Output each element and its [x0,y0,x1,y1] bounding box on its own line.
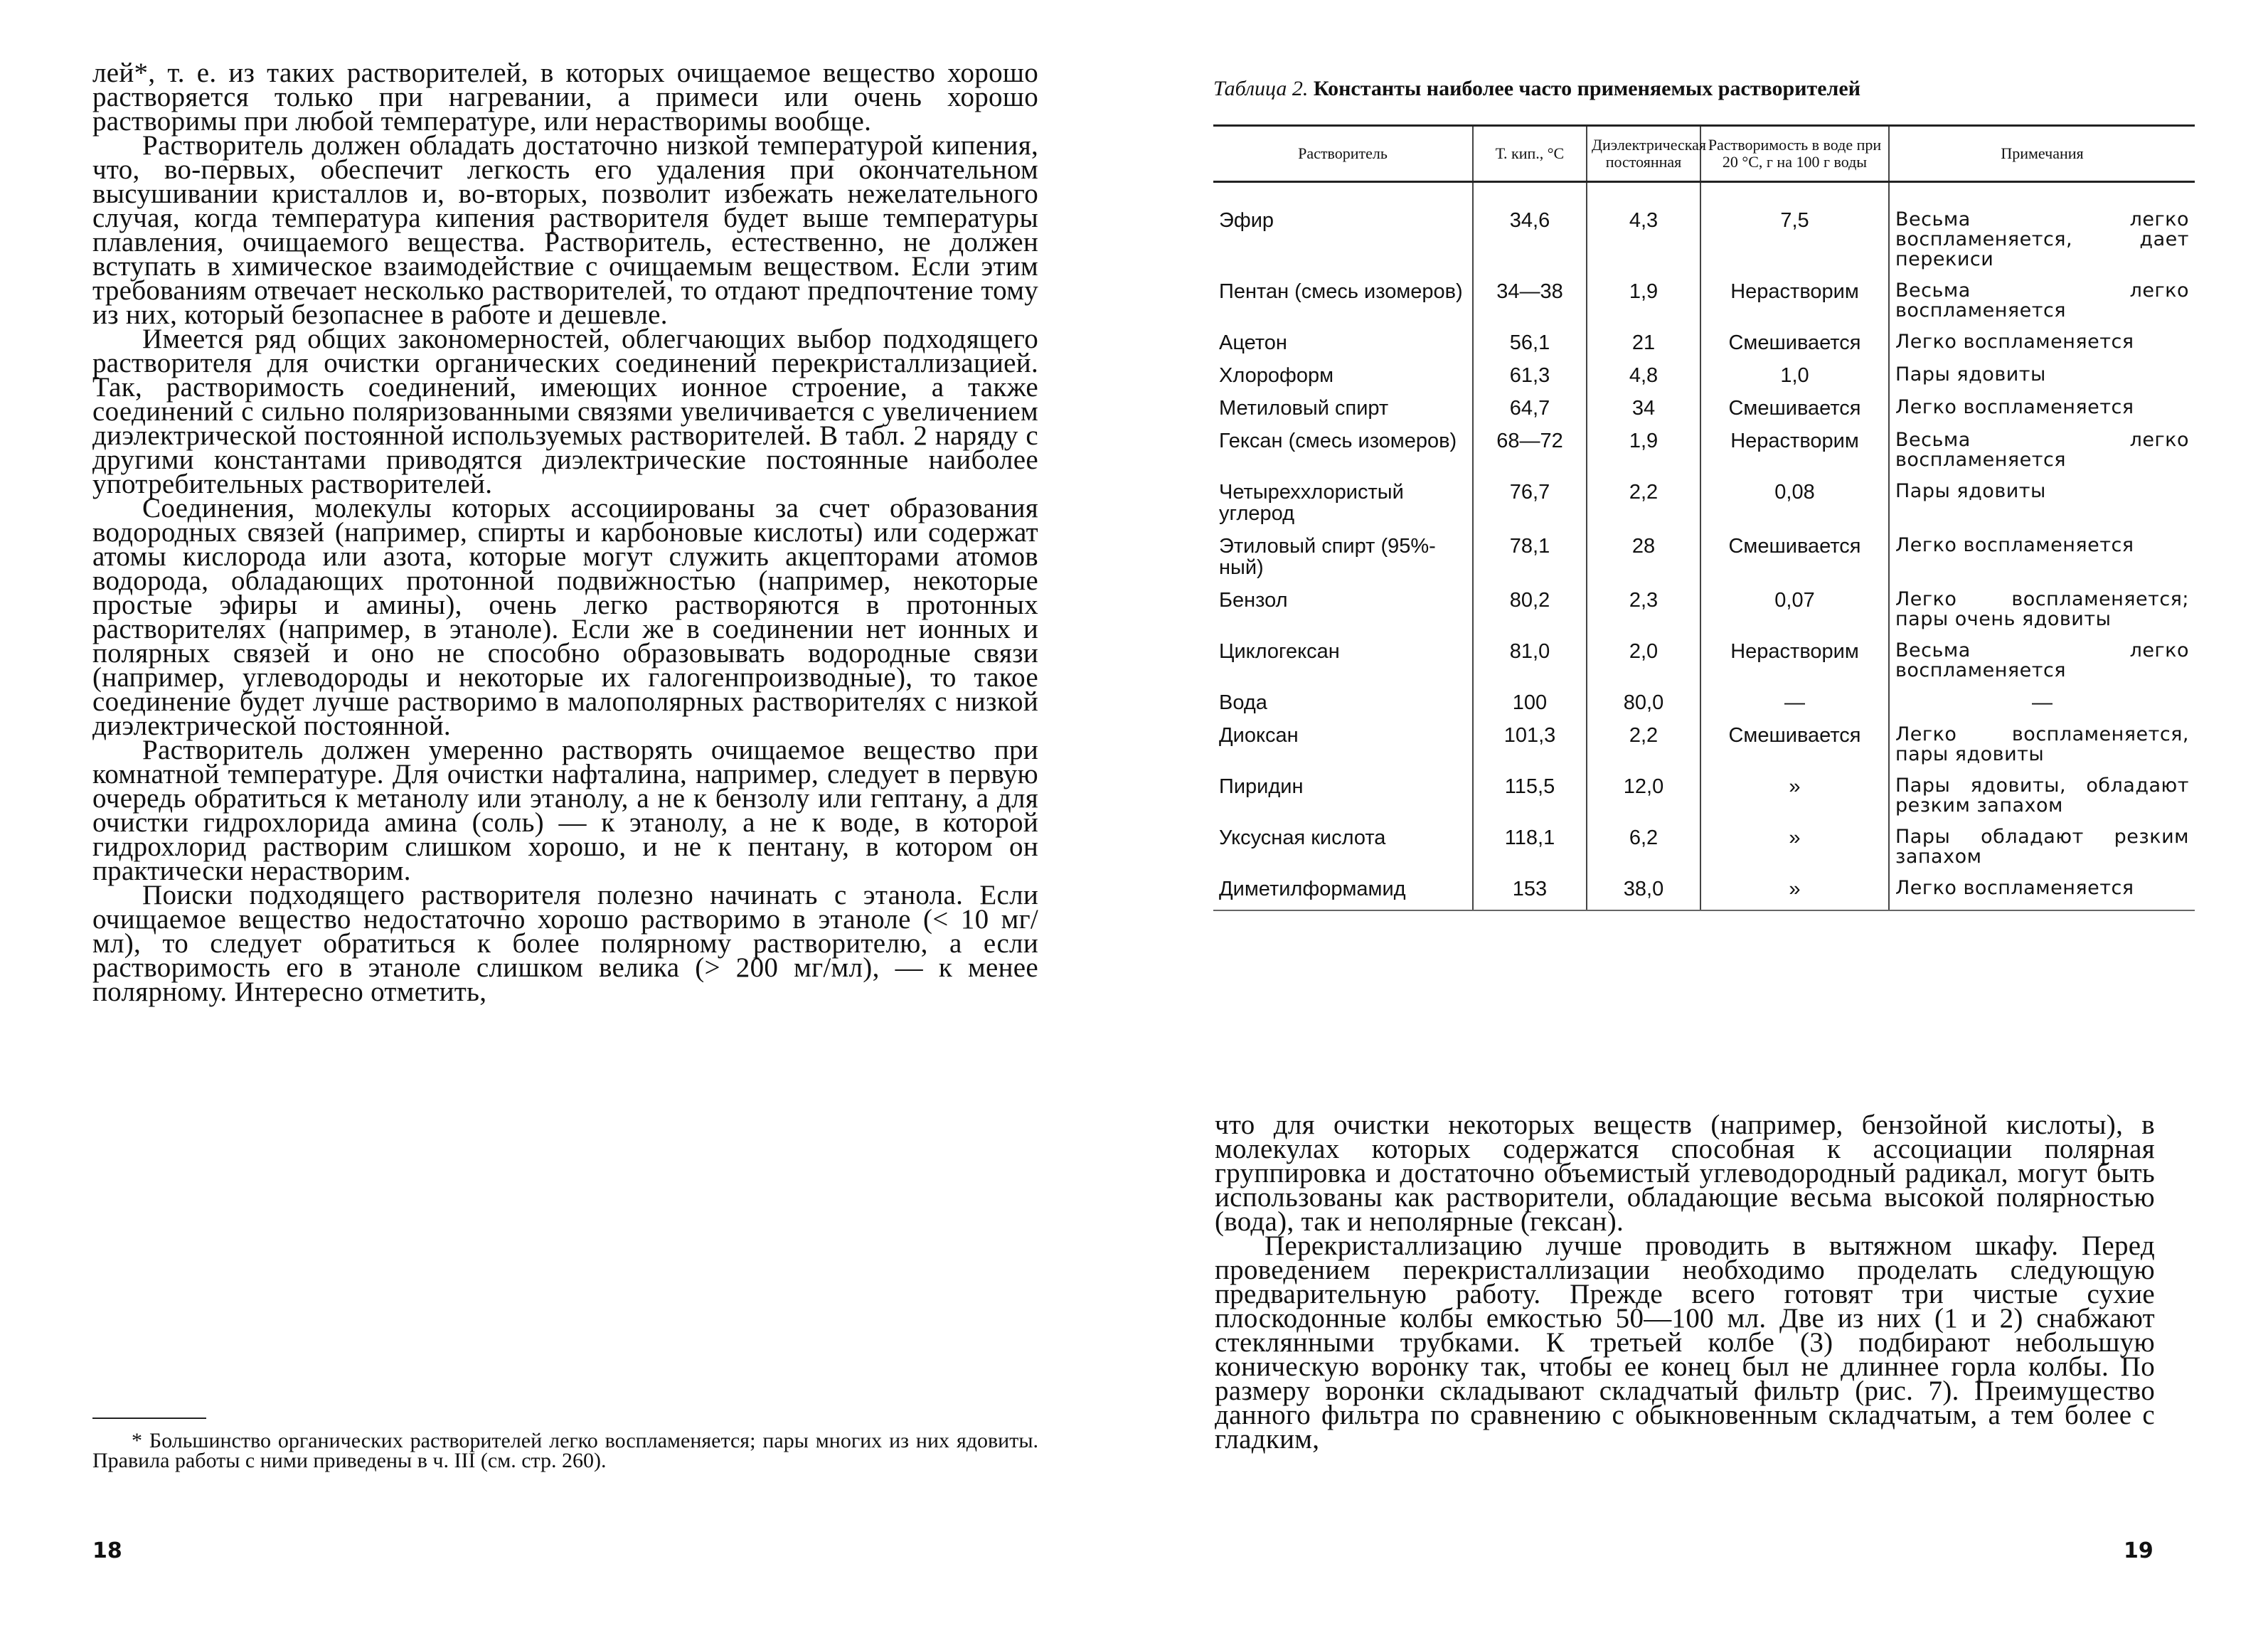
cell-solvent: Эфир [1219,209,1274,232]
cell-note: Пары ядовиты, обладают резким запахом [1889,775,2195,826]
cell-bp: 115,5 [1473,775,1587,826]
header-solubility: Растворимость в воде при 20 °С, г на 100 г воды [1700,126,1889,182]
cell-solvent: Пентан (смесь изомеров) [1219,280,1463,303]
cell-dielectric: 80,0 [1587,691,1700,723]
header-notes: Примечания [1889,126,2195,182]
cell-solubility: Нерастворим [1700,280,1889,331]
cell-solubility: 0,07 [1700,588,1889,639]
cell-solvent: Циклогексан [1219,640,1340,663]
cell-bp: 61,3 [1473,363,1587,396]
cell-note: Легко воспламеняется [1889,331,2195,363]
cell-bp: 78,1 [1473,534,1587,588]
cell-solubility: 1,0 [1700,363,1889,396]
table-row [1213,588,2195,639]
table-row [1213,691,2195,723]
cell-dielectric: 2,0 [1587,639,1700,691]
cell-dielectric: 1,9 [1587,280,1700,331]
cell-dielectric: 38,0 [1587,877,1700,910]
cell-solubility: » [1700,775,1889,826]
cell-dielectric: 21 [1587,331,1700,363]
table-row [1213,723,2195,775]
page-number-right: 19 [2124,1538,2153,1563]
paragraph: Перекристаллизацию лучше проводить в вытяжном шкафу. Перед проведением перекристаллизации необходимо проделать следующую предварительную работу. Прежде всего готовят три чистые сухие плоскодонные колбы емкостью 50—100 мл. Две из них (1 и 2) снабжают стеклянными трубками. К третьей колбе (3) подбирают небольшую коническую воронку так, чтобы ее конец был не длиннее горла колбы. По размеру воронки складывают складчатый фильтр (рис. 7). Преимущество данного фильтра по сравнению с обыкновенным складчатым, а тем более с гладким, [1215,1230,2155,1454]
cell-solubility: Нерастворим [1700,429,1889,480]
cell-solubility: Нерастворим [1700,639,1889,691]
table-row [1213,534,2195,588]
cell-solvent: Метиловый спирт [1219,397,1389,420]
cell-solvent: Диметилформамид [1213,877,1473,910]
cell-solubility: » [1700,877,1889,910]
footnote: * Большинство органических растворителей легко воспламеняется; пары многих из них ядовиты. Правила работы с ними приведены в ч. III (см. стр. 260). [92,1429,1038,1472]
table-caption [1213,77,2195,101]
cell-bp: 56,1 [1473,331,1587,363]
paragraph: Соединения, молекулы которых ассоциированы за счет образования водородных связей (например, спирты и карбоновые кислоты) или содержат атомы кислорода или азота, которые могут служить акцепторами атомов водорода, обладающих протонной подвижностью (например, некоторые простые эфиры и амины), очень легко растворяются в протонных растворителях (например, в этаноле). Если же в соединении нет ионных и полярных связей и оно не способно образовывать водородные связи (например, углеводороды и некоторые их галогенпроизводные), то такое соединение будет лучше растворимо в малополярных растворителях с низкой диэлектрической постоянной. [92,493,1038,741]
cell-bp: 101,3 [1473,723,1587,775]
header-dielectric: Диэлектрическая постоянная [1587,126,1700,182]
cell-solvent: Ацетон [1219,331,1287,354]
cell-solubility: Смешивается [1700,723,1889,775]
cell-bp: 34—38 [1473,280,1587,331]
header-solvent: Растворитель [1213,126,1473,182]
cell-note: Весьма легко воспламеняется [1889,429,2195,480]
cell-note: Пары ядовиты [1889,363,2195,396]
table-row [1213,877,2195,910]
cell-bp: 64,7 [1473,396,1587,429]
cell-note: Весьма легко воспламеняется [1889,280,2195,331]
table-header-row [1213,126,2195,182]
cell-dielectric: 34 [1587,396,1700,429]
table-label: Таблица 2. [1213,77,1309,100]
cell-solubility: » [1700,826,1889,877]
table-row [1213,363,2195,396]
table-row [1213,280,2195,331]
paragraph: лей*, т. е. из таких растворителей, в которых очищаемое вещество хорошо растворяется только при нагревании, а примеси или очень хорошо растворимы при любой температуре, или нерастворимы вообще. [92,58,1038,137]
cell-note: Легко воспламеняется, пары ядовиты [1889,723,2195,775]
table-row [1213,208,2195,280]
right-page-body [1215,1110,2155,1454]
cell-note: Пары ядовиты [1889,480,2195,534]
cell-solubility: Смешивается [1700,396,1889,429]
page-number-left: 18 [92,1538,122,1563]
cell-dielectric: 1,9 [1587,429,1700,480]
cell-bp: 118,1 [1473,826,1587,877]
table-row [1213,429,2195,480]
cell-solubility: Смешивается [1700,534,1889,588]
table-row [1213,396,2195,429]
cell-bp: 68—72 [1473,429,1587,480]
cell-solubility: — [1700,691,1889,723]
cell-note: — [1889,691,2195,723]
cell-note: Весьма легко воспламеняется, дает перекиси [1889,208,2195,280]
solvent-constants-table [1213,124,2195,911]
cell-solvent: Пиридин [1219,775,1304,798]
cell-dielectric: 4,8 [1587,363,1700,396]
cell-solvent: Бензол [1219,589,1288,612]
header-boiling-point: Т. кип., °С [1473,126,1587,182]
table-spacer [1213,182,2195,209]
table-row [1213,480,2195,534]
cell-dielectric: 28 [1587,534,1700,588]
paragraph: что для очистки некоторых веществ (например, бензойной кислоты), в молекулах которых содержатся способная к ассоциации полярная группировка и достаточно объемистый углеводородный радикал, могут быть использованы как растворители, обладающие весьма высокой полярностью (вода), так и неполярные (гексан). [1215,1110,2155,1237]
paragraph: Имеется ряд общих закономерностей, облегчающих выбор подходящего растворителя для очистки органических соединений перекристаллизацией. Так, растворимость соединений, имеющих ионное строение, а также соединений с сильно поляризованными связями увеличивается с увеличением диэлектрической постоянной используемых растворителей. В табл. 2 наряду с другими константами приводятся диэлектрические постоянные наиболее употребительных растворителей. [92,324,1038,499]
cell-solvent: Хлороформ [1219,364,1334,387]
cell-dielectric: 12,0 [1587,775,1700,826]
table-row [1213,331,2195,363]
cell-solubility: Смешивается [1700,331,1889,363]
table-title: Константы наиболее часто применяемых растворителей [1313,77,1860,100]
table-row [1213,775,2195,826]
cell-bp: 100 [1473,691,1587,723]
cell-bp: 34,6 [1473,208,1587,280]
right-page [1134,0,2268,1638]
cell-dielectric: 6,2 [1587,826,1700,877]
cell-note: Легко воспламеняется [1889,396,2195,429]
paragraph: Растворитель должен обладать достаточно низкой температурой кипения, что, во-первых, обеспечит легкость его удаления при окончательном высушивании кристаллов и, во-вторых, позволит избежать нежелательного случая, когда температура кипения растворителя будет выше температуры плавления, очищаемого вещества. Растворитель, естественно, не должен вступать в химическое взаимодействие с очищаемым веществом. Если этим требованиям отвечает несколько растворителей, то отдают предпочтение тому из них, который безопаснее в работе и дешевле. [92,130,1038,330]
cell-note: Легко воспламеняется; пары очень ядовиты [1889,588,2195,639]
footnote-divider [92,1418,206,1419]
left-page-body [92,58,1038,1007]
cell-note: Легко воспламеняется [1889,534,2195,588]
cell-note: Легко воспламеняется [1889,877,2195,910]
cell-note: Весьма легко воспламеняется [1889,639,2195,691]
cell-bp: 76,7 [1473,480,1587,534]
cell-solvent: Диоксан [1219,724,1299,747]
cell-solubility: 7,5 [1700,208,1889,280]
cell-dielectric: 4,3 [1587,208,1700,280]
cell-bp: 80,2 [1473,588,1587,639]
paragraph: Растворитель должен умеренно растворять очищаемое вещество при комнатной температуре. Для очистки нафталина, например, следует в первую очередь обратиться к метанолу или этанолу, а не к бензолу или гептану, а для очистки гидрохлорида амина (соль) — к этанолу, а не к воде, в которой гидрохлорид растворим слишком хорошо, и не к пентану, в котором он практически нерастворим. [92,735,1038,886]
cell-dielectric: 2,2 [1587,723,1700,775]
cell-solubility: 0,08 [1700,480,1889,534]
cell-solvent: Гексан (смесь изомеров) [1219,430,1457,452]
cell-dielectric: 2,2 [1587,480,1700,534]
cell-solvent: Уксусная кислота [1219,826,1386,849]
cell-note: Пары обладают резким запахом [1889,826,2195,877]
cell-solvent: Вода [1219,691,1267,714]
table-row [1213,639,2195,691]
paragraph: Поиски подходящего растворителя полезно начинать с этанола. Если очищаемое вещество недостаточно хорошо растворимо в этаноле (< 10 мг/мл), то следует обратиться к более полярному растворителю, а если растворимость его в этаноле слишком велика (> 200 мг/мл), — к менее полярному. Интересно отметить, [92,880,1038,1007]
cell-bp: 153 [1473,877,1587,910]
table-row [1213,826,2195,877]
cell-dielectric: 2,3 [1587,588,1700,639]
cell-bp: 81,0 [1473,639,1587,691]
cell-solvent: Четыреххлористый углерод [1219,481,1404,525]
cell-solvent: Этиловый спирт (95%-ный) [1219,535,1436,579]
